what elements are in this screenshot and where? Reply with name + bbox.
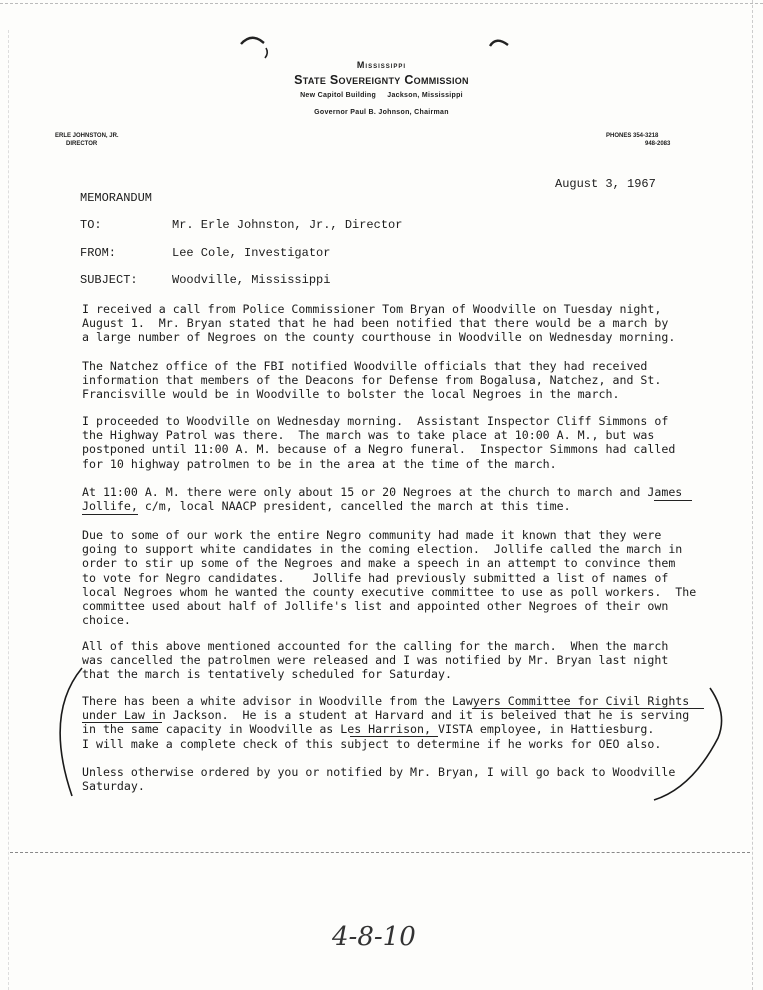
director-title: DIRECTOR [66,141,98,147]
hand-mark-right [488,34,510,48]
underline-jollife [82,514,138,515]
paragraph-7: There has been a white advisor in Woodville from the Lawyers Committee for Civil Rights under Law in Jackson. He is a student at Harvard and it is beleived that he is serving in the same capacity in Woodville as Les Harrison, VISTA employee, in Hattiesburg. I will make a complete check of this subject to determine if he works for OEO also. [82,694,690,751]
letterhead-governor: Governor Paul B. Johnson, Chairman [314,109,449,116]
paragraph-5: Due to some of our work the entire Negro community had made it known that they were going to support white candidates in the coming election. Jollife called the march in order to stir up some of the Negroes and make a speech in an attempt to convince them to vote for Negro candidates. Jollife had previously submitted a list of names of local Negroes whom he wanted the county executive committee to use as poll workers. The committee used about half of Jollife's list and appointed other Negroes of their own choice. [82,528,697,628]
from-value: Lee Cole, Investigator [172,246,331,260]
letterhead-organization: State Sovereignty Commission [294,73,469,87]
scan-border-right [752,0,753,990]
paragraph-6: All of this above mentioned accounted for the calling for the march. When the march was cancelled the patrolmen were released and I was notified by Mr. Bryan last night that the march is tentatively scheduled for Saturday. [82,639,669,682]
memo-date: August 3, 1967 [555,177,656,191]
paragraph-8: Unless otherwise ordered by you or notified by Mr. Bryan, I will go back to Woodville Saturday. [82,765,676,794]
page-separator [10,852,750,853]
to-label: TO: [80,218,102,232]
underline-james [654,500,692,501]
letterhead-address: New Capitol Building Jackson, Mississippi [300,92,463,99]
handwritten-bracket [42,664,732,802]
phones-line-1: PHONES 354-3218 [606,133,659,139]
memo-heading: MEMORANDUM [80,191,153,205]
director-name: ERLE JOHNSTON, JR. [55,133,119,139]
from-label: FROM: [80,246,117,260]
phones-line-2: 948-2083 [645,141,671,147]
paragraph-2: The Natchez office of the FBI notified Woodville officials that they had received information that members of the Deacons for Defense from Bogalusa, Natchez, and St. Francisville would be in Woodville to bolster the local Negroes in the march. [82,359,662,402]
scan-border-left [8,30,9,990]
paragraph-4: At 11:00 A. M. there were only about 15 or 20 Negroes at the church to march and James Jollife, c/m, local NAACP president, cancelled the march at this time. [82,485,683,514]
subject-value: Woodville, Mississippi [172,273,331,287]
to-value: Mr. Erle Johnston, Jr., Director [172,218,403,232]
scan-border-top [0,3,763,4]
subject-label: SUBJECT: [80,273,138,287]
handwritten-number: 4-8-10 [332,922,416,952]
letterhead-state: Mississippi [356,60,407,70]
paragraph-1: I received a call from Police Commissioner Tom Bryan of Woodville on Tuesday night, August 1. Mr. Bryan stated that he had been notified that there would be a march by a large number of Negroes on the county courthouse in Woodville on Wednesday morning. [82,302,676,345]
paragraph-3: I proceeded to Woodville on Wednesday morning. Assistant Inspector Cliff Simmons of the Highway Patrol was there. The march was to take place at 10:00 A. M., but was postponed until 11:00 A. M. because of a Negro funeral. Inspector Simmons had called for 10 highway patrolmen to be in the area at the time of the march. [82,414,676,471]
hand-mark-left [238,34,278,62]
